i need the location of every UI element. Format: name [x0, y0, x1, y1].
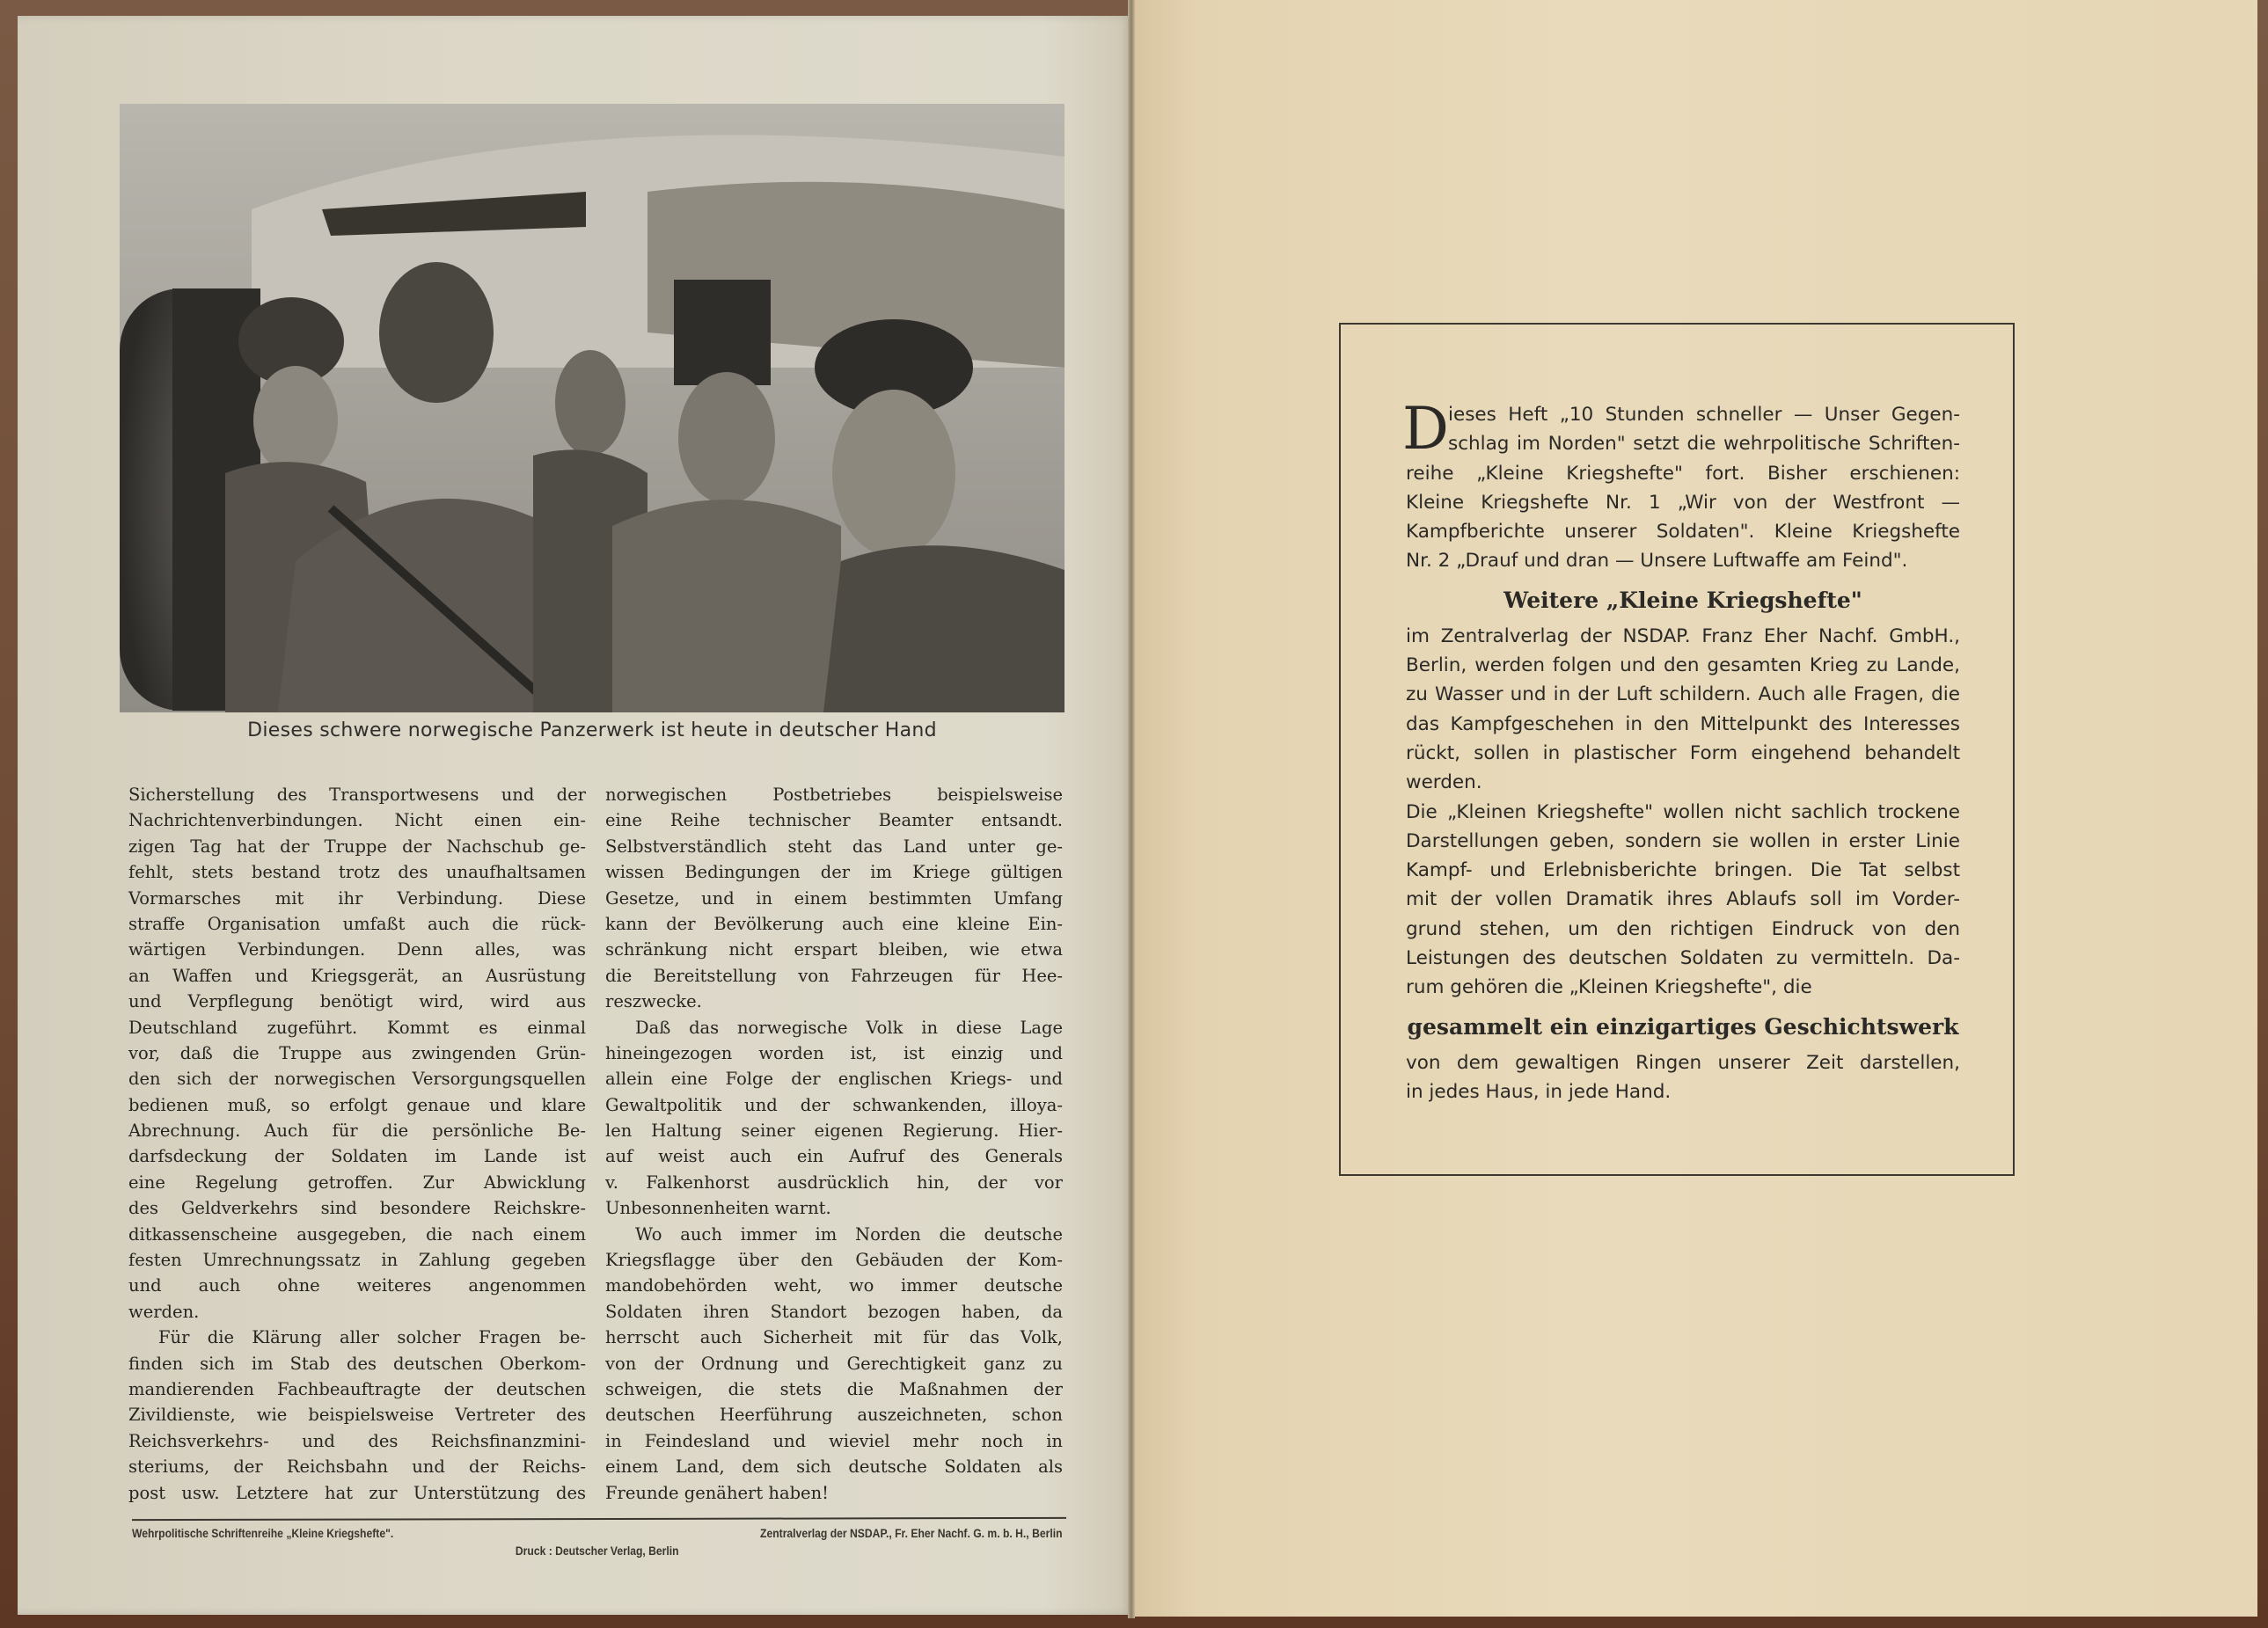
text-line: Leistungen des deutschen Soldaten zu vermitteln. Da-	[1406, 947, 1960, 970]
text-line: Die „Kleinen Kriegshefte" wollen nicht sachlich trockene	[1406, 800, 1960, 823]
text-line: Abrechnung. Auch für die persönliche Be-	[128, 1121, 586, 1142]
text-line: in jedes Haus, in jede Hand.	[1406, 1080, 1672, 1103]
text-line: reihe „Kleine Kriegshefte" fort. Bisher erschienen:	[1406, 462, 1960, 485]
text-line: Reichsverkehrs- und des Reichsfinanzmini-	[128, 1430, 586, 1451]
text-line: mandierenden Fachbeauftragte der deutschen	[128, 1378, 586, 1399]
text-line: ditkassenscheine ausgegeben, die nach einem	[128, 1223, 586, 1245]
text-line: des Geldverkehrs sind besondere Reichskre-	[128, 1198, 586, 1219]
text-line: und auch ohne weiteres angenommen	[128, 1275, 586, 1296]
text-line: finden sich im Stab des deutschen Oberkom-	[128, 1353, 586, 1374]
text-line: auf weist auch ein Aufruf des Generals	[605, 1146, 1063, 1167]
text-line: v. Falkenhorst ausdrücklich hin, der vor	[605, 1172, 1063, 1193]
text-line: rückt, sollen in plastischer Form eingehend behandelt	[1406, 741, 1960, 764]
text-line: len Haltung seiner eigenen Regierung. Hier-	[605, 1121, 1063, 1142]
text-line: reszwecke.	[605, 991, 702, 1012]
text-line: Zivildienste, wie beispielsweise Vertreter des	[128, 1405, 586, 1426]
text-line: an Waffen und Kriegsgerät, an Ausrüstung	[128, 965, 586, 986]
text-line: von der Ordnung und Gerechtigkeit ganz zu	[605, 1353, 1063, 1374]
text-line: Gesetze, und in einem bestimmten Umfang	[605, 887, 1063, 909]
imprint-printer: Druck : Deutscher Verlag, Berlin	[515, 1544, 679, 1558]
text-line: allein eine Folge der englischen Kriegs- und	[605, 1069, 1063, 1090]
text-line: post usw. Letztere hat zur Unterstützung des	[128, 1482, 586, 1503]
text-line: wärtigen Verbindungen. Denn alles, was	[128, 939, 586, 960]
text-line: schweigen, die stets die Maßnahmen der	[605, 1378, 1063, 1399]
text-line: im Zentralverlag der NSDAP. Franz Eher Nachf. GmbH.,	[1406, 624, 1960, 647]
text-line: wissen Bedingungen der im Kriege gültigen	[605, 862, 1063, 883]
photo-soldiers-at-bunker	[120, 104, 1064, 712]
text-line: fehlt, stets bestand trotz des unaufhaltsamen	[128, 862, 586, 883]
text-line: Darstellungen geben, sondern sie wollen in erster Linie	[1406, 829, 1960, 852]
body-paragraph-3	[1406, 1048, 1960, 1107]
imprint-publisher: Zentralverlag der NSDAP., Fr. Eher Nachf. G. m. b. H., Berlin	[760, 1527, 1063, 1540]
text-line: norwegischen Postbetriebes beispielsweise	[605, 785, 1063, 805]
text-line: Nr. 2 „Drauf und dran — Unsere Luftwaffe am Feind".	[1406, 550, 1908, 573]
drop-cap: D	[1402, 395, 1449, 463]
text-line: schlag im Norden" setzt die wehrpolitische Schriften-	[1448, 433, 1960, 456]
text-line: herrscht auch Sicherheit mit für das Volk,	[605, 1327, 1063, 1348]
text-line: Gewaltpolitik und der schwankenden, illoya-	[605, 1094, 1063, 1115]
text-line: Freunde genähert haben!	[605, 1482, 829, 1503]
text-line: mit der vollen Dramatik ihres Ablaufs soll im Vorder-	[1406, 888, 1960, 911]
text-line: Vormarsches mit ihr Verbindung. Diese	[128, 887, 586, 909]
text-line: grund stehen, um den richtigen Eindruck von den	[1406, 917, 1960, 940]
text-line: vor, daß die Truppe aus zwingenden Grün-	[128, 1042, 586, 1063]
text-line: eine Reihe technischer Beamter entsandt.	[605, 810, 1063, 831]
article-column-right	[605, 782, 1063, 1506]
text-line: den sich der norwegischen Versorgungsquellen	[128, 1069, 586, 1090]
text-line: das Kampfgeschehen in den Mittelpunkt des Interesses	[1406, 712, 1960, 735]
heading-geschichtswerk: gesammelt ein einzigartiges Geschichtswerk	[1407, 1013, 1959, 1040]
imprint-line	[132, 1527, 1063, 1540]
text-line: schränkung nicht erspart bleiben, wie etwa	[605, 939, 1063, 960]
text-line: Deutschland zugeführt. Kommt es einmal	[128, 1017, 586, 1038]
text-line: bedienen muß, so erfolgt genaue und klare	[128, 1094, 586, 1115]
text-line: Für die Klärung aller solcher Fragen be-	[158, 1327, 586, 1348]
text-line: Soldaten ihren Standort bezogen haben, da	[605, 1301, 1063, 1322]
text-line: kann der Bevölkerung auch eine kleine Ein-	[605, 913, 1063, 934]
text-line: Wo auch immer im Norden die deutsche	[635, 1223, 1063, 1245]
text-line: Selbstverständlich steht das Land unter ge-	[605, 836, 1063, 857]
imprint-series: Wehrpolitische Schriftenreihe „Kleine Kriegshefte".	[132, 1527, 394, 1540]
text-line: Kleine Kriegshefte Nr. 1 „Wir von der Westfront —	[1406, 491, 1960, 514]
text-line: werden.	[1406, 771, 1482, 794]
article-column-left	[128, 782, 586, 1506]
text-line: einem Land, dem sich deutsche Soldaten als	[605, 1456, 1063, 1478]
intro-paragraph	[1406, 400, 1960, 576]
text-line: werden.	[128, 1301, 200, 1322]
text-line: Kampfberichte unserer Soldaten". Kleine Kriegshefte	[1406, 521, 1960, 544]
heading-weitere-kriegshefte: Weitere „Kleine Kriegshefte"	[1503, 587, 1862, 613]
notice-text	[1402, 395, 1960, 1106]
text-line: straffe Organisation umfaßt auch die rück-	[128, 913, 586, 934]
text-line: ieses Heft „10 Stunden schneller — Unser Gegen-	[1448, 404, 1960, 426]
text-line: deutschen Heerführung auszeichneten, schon	[605, 1405, 1063, 1426]
text-line: Kriegsflagge über den Gebäuden der Kom-	[605, 1250, 1063, 1271]
text-line: Sicherstellung des Transportwesens und der	[128, 785, 586, 805]
text-line: Daß das norwegische Volk in diese Lage	[635, 1017, 1063, 1038]
text-line: hineingezogen worden ist, ist einzig und	[605, 1042, 1063, 1063]
text-line: eine Regelung getroffen. Zur Abwicklung	[128, 1172, 586, 1193]
body-paragraph-1	[1406, 622, 1960, 798]
text-line: darfsdeckung der Soldaten im Lande ist	[128, 1146, 586, 1167]
text-line: die Bereitstellung von Fahrzeugen für Hee-	[605, 965, 1063, 986]
text-line: Nachrichtenverbindungen. Nicht einen ein-	[128, 810, 586, 831]
text-line: Kampf- und Erlebnisberichte bringen. Die Tat selbst	[1406, 859, 1960, 882]
text-line: mandobehörden weht, wo immer deutsche	[605, 1275, 1063, 1296]
body-paragraph-2	[1406, 798, 1960, 1003]
booklet-spine	[1128, 0, 1135, 1618]
text-line: steriums, der Reichsbahn und der Reichs-	[128, 1456, 586, 1478]
text-line: zigen Tag hat der Truppe der Nachschub ge-	[128, 836, 586, 857]
text-line: von dem gewaltigen Ringen unserer Zeit darstellen,	[1406, 1051, 1960, 1074]
text-line: und Verpflegung benötigt wird, wird aus	[128, 991, 586, 1012]
text-line: Berlin, werden folgen und den gesamten Krieg zu Lande,	[1406, 654, 1960, 677]
text-line: festen Umrechnungssatz in Zahlung gegeben	[128, 1250, 586, 1271]
text-line: Unbesonnenheiten warnt.	[605, 1198, 831, 1219]
text-line: rum gehören die „Kleinen Kriegshefte", die	[1406, 976, 1812, 999]
text-line: in Feindesland und wieviel mehr noch in	[605, 1430, 1063, 1451]
photo-caption: Dieses schwere norwegische Panzerwerk ist heute in deutscher Hand	[247, 719, 937, 741]
text-line: zu Wasser und in der Luft schildern. Auch alle Fragen, die	[1406, 683, 1960, 706]
